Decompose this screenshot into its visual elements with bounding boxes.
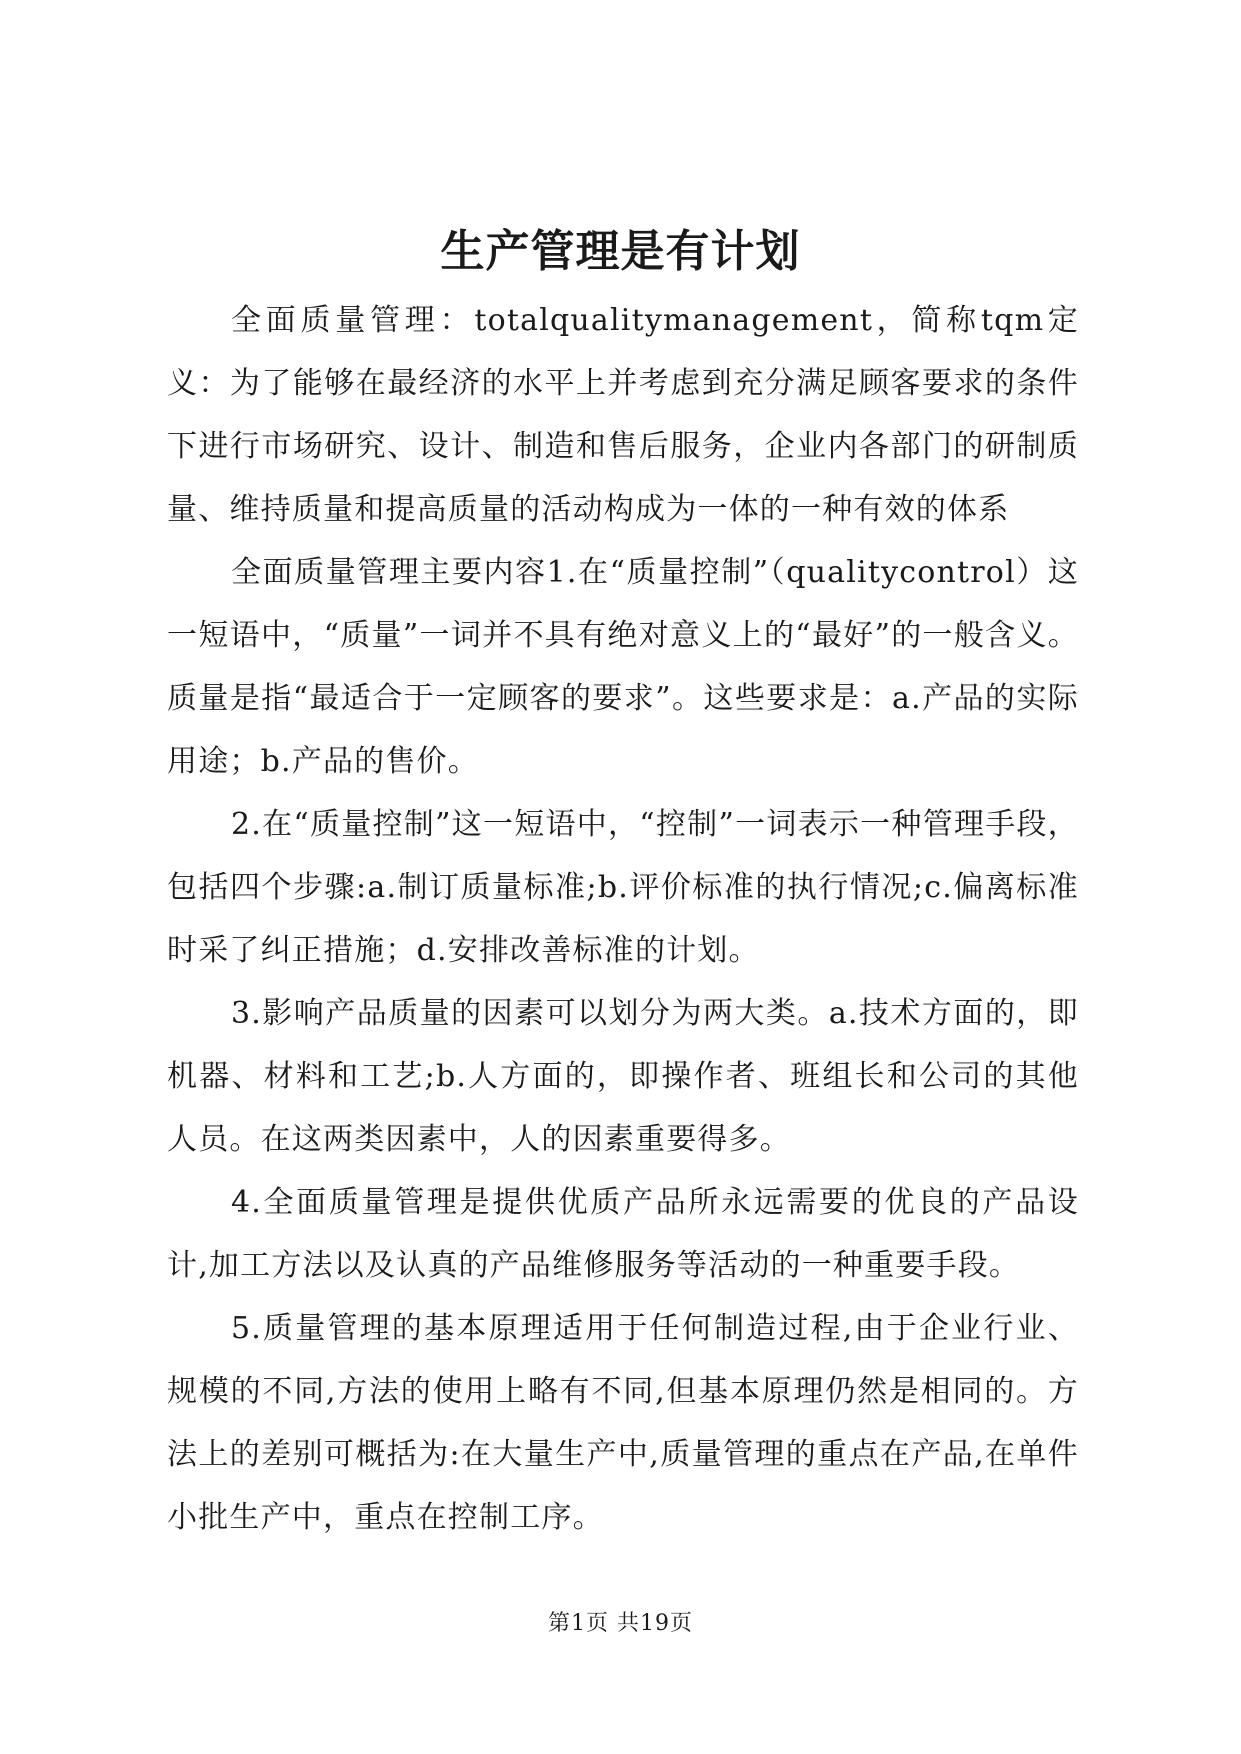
paragraph: 5.质量管理的基本原理适用于任何制造过程,由于企业行业、规模的不同,方法的使用上略有不同,但基本原理仍然是相同的。方法上的差别可概括为:在大量生产中,质量管理的重点在产品,在单件小批生产中，重点在控制工序。 <box>167 1311 1079 1535</box>
document-title: 生产管理是有计划 <box>440 226 801 277</box>
page-footer <box>0 1608 1241 1640</box>
page-total: 共19页 <box>617 1611 693 1636</box>
paragraph: 4.全面质量管理是提供优质产品所永远需要的优良的产品设计,加工方法以及认真的产品维修服务等活动的一种重要手段。 <box>167 1185 1079 1283</box>
page-number: 第1页 <box>548 1611 609 1636</box>
document-body <box>167 289 1079 1549</box>
paragraph: 全面质量管理主要内容1.在“质量控制”（qualitycontrol）这一短语中，“质量”一词并不具有绝对意义上的“最好”的一般含义。质量是指“最适合于一定顾客的要求”。这些要求是：a.产品的实际用途；b.产品的售价。 <box>167 555 1079 779</box>
paragraph: 3.影响产品质量的因素可以划分为两大类。a.技术方面的，即机器、材料和工艺;b.人方面的，即操作者、班组长和公司的其他人员。在这两类因素中，人的因素重要得多。 <box>167 996 1079 1157</box>
paragraph: 全面质量管理：totalqualitymanagement，简称tqm定义：为了能够在最经济的水平上并考虑到充分满足顾客要求的条件下进行市场研究、设计、制造和售后服务，企业内各部门的研制质量、维持质量和提高质量的活动构成为一体的一种有效的体系 <box>167 303 1079 527</box>
paragraph: 2.在“质量控制”这一短语中，“控制”一词表示一种管理手段，包括四个步骤:a.制订质量标准;b.评价标准的执行情况;c.偏离标准时采了纠正措施；d.安排改善标准的计划。 <box>167 807 1079 968</box>
